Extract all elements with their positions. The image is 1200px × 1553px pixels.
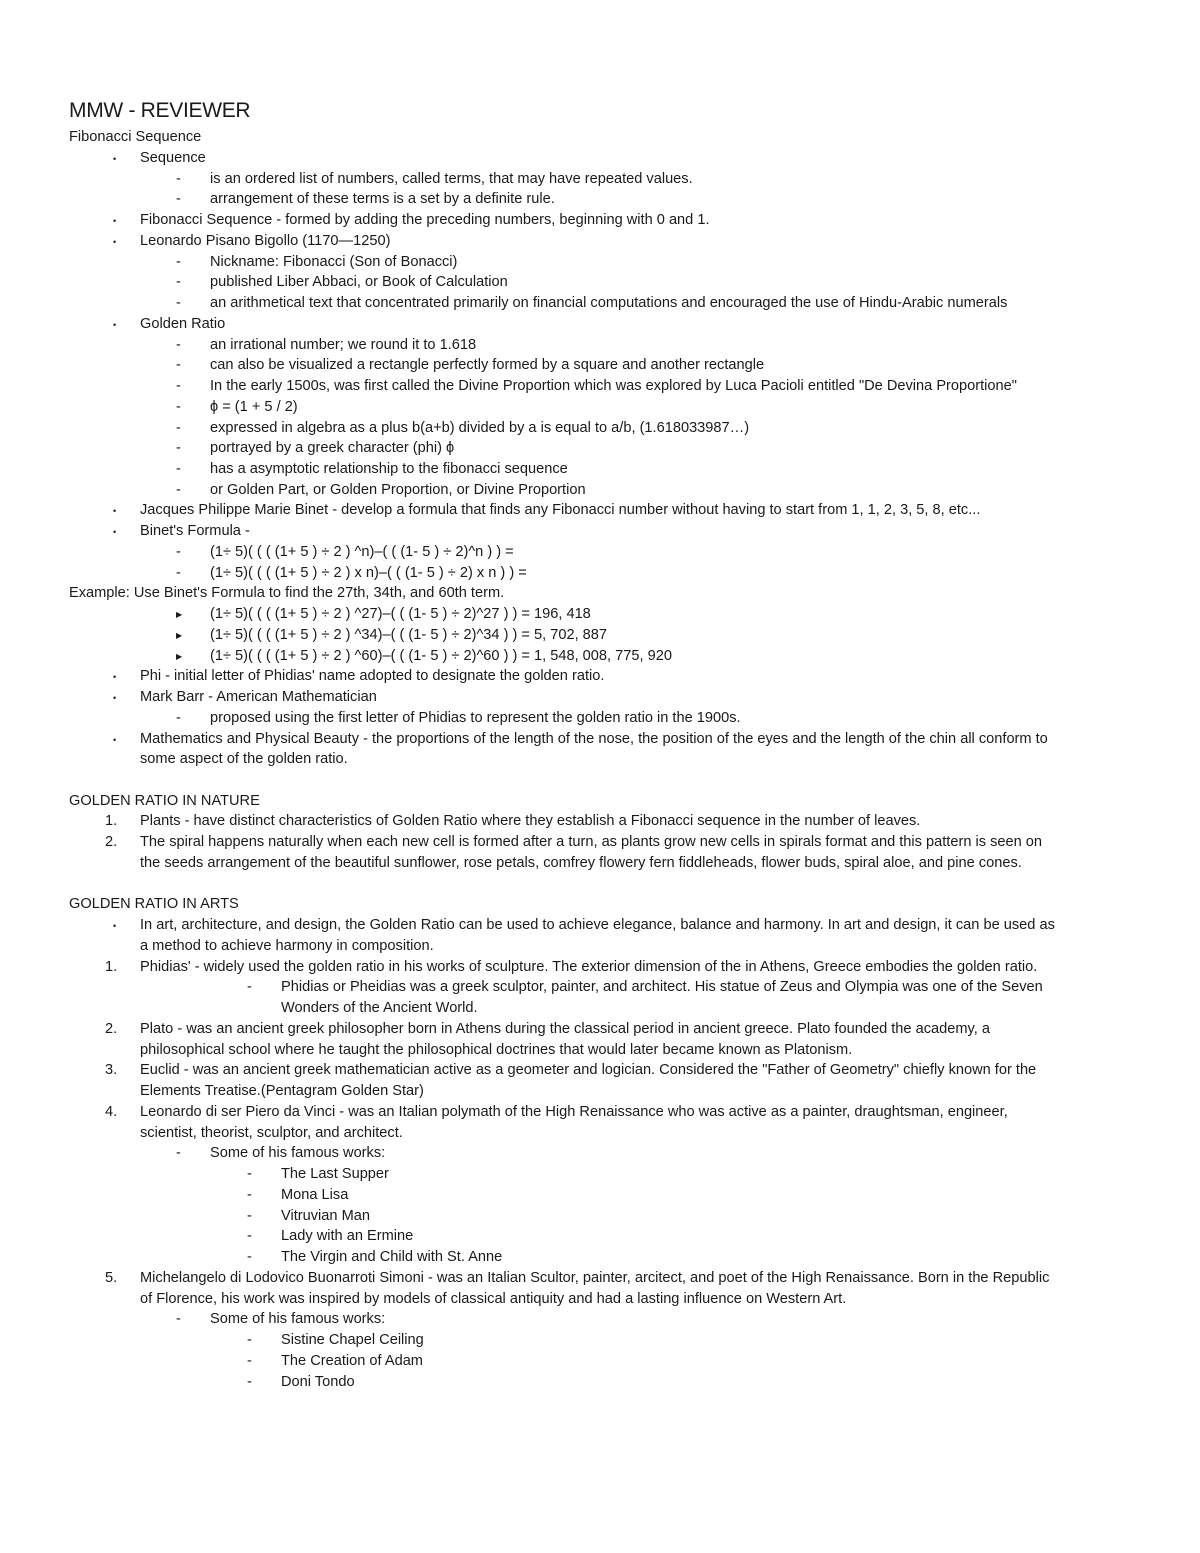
- text-line: The spiral happens naturally when each new cell is formed after a turn, as plants grow new cells in spirals format and this pattern is seen on: [140, 834, 1043, 850]
- dash-marker: -: [176, 420, 181, 436]
- text-line: The Creation of Adam: [281, 1353, 423, 1369]
- text-line: the seeds arrangement of the beautiful sunflower, rose petals, comfrey flowery fern fiddleheads, flower buds, spiral aloe, and pine cones.: [140, 855, 1022, 871]
- text-line: ϕ = (1 + 5 / 2): [210, 399, 298, 415]
- dash-marker: -: [176, 357, 181, 373]
- dash-marker: -: [247, 1187, 252, 1203]
- text-line: In the early 1500s, was first called the Divine Proportion which was explored by Luca Pacioli entitled "De Devina Proportione": [210, 378, 1017, 394]
- arrow-icon: ▶: [176, 610, 183, 619]
- text-line: Euclid - was an ancient greek mathematician active as a geometer and logician. Considered the "Father of Geometry" chiefly known for the: [140, 1062, 1037, 1078]
- dash-marker: -: [176, 399, 181, 415]
- text-line: Leonardo Pisano Bigollo (1170—1250): [140, 233, 391, 249]
- bullet-icon: •: [113, 237, 117, 247]
- bullet-icon: •: [113, 506, 117, 516]
- text-line: Some of his famous works:: [210, 1145, 386, 1161]
- text-line: (1÷ 5)( ( ( (1+ 5 ) ÷ 2 ) ^60)–( ( (1- 5 ) ÷ 2)^60 ) ) = 1, 548, 008, 775, 920: [210, 648, 672, 664]
- text-line: Phi - initial letter of Phidias' name adopted to designate the golden ratio.: [140, 668, 605, 684]
- list-number: 4.: [105, 1104, 118, 1120]
- document-title: MMW - REVIEWER: [69, 99, 251, 122]
- arrow-icon: ▶: [176, 652, 183, 661]
- bullet-icon: •: [113, 320, 117, 330]
- text-line: (1÷ 5)( ( ( (1+ 5 ) ÷ 2 ) ^27)–( ( (1- 5 ) ÷ 2)^27 ) ) = 196, 418: [210, 606, 591, 622]
- list-number: 5.: [105, 1270, 118, 1286]
- text-line: Jacques Philippe Marie Binet - develop a formula that finds any Fibonacci number without having to start from 1, 1, 2, 3, 5, 8, etc...: [140, 502, 981, 518]
- dash-marker: -: [176, 1145, 181, 1161]
- dash-marker: -: [176, 254, 181, 270]
- text-line: has a asymptotic relationship to the fibonacci sequence: [210, 461, 568, 477]
- bullet-icon: •: [113, 216, 117, 226]
- dash-marker: -: [176, 565, 181, 581]
- text-line: Michelangelo di Lodovico Buonarroti Simoni - was an Italian Scultor, painter, arcitect, and poet of the High Renaissance. Born in the Republic: [140, 1270, 1050, 1286]
- text-line: Plants - have distinct characteristics of Golden Ratio where they establish a Fibonacci sequence in the number of leaves.: [140, 813, 921, 829]
- text-line: (1÷ 5)( ( ( (1+ 5 ) ÷ 2 ) ^n)–( ( (1- 5 ) ÷ 2)^n ) ) =: [210, 544, 514, 560]
- text-line: Nickname: Fibonacci (Son of Bonacci): [210, 254, 458, 270]
- text-line: Plato - was an ancient greek philosopher born in Athens during the classical period in ancient greece. Plato founded the academy, a: [140, 1021, 990, 1037]
- text-line: published Liber Abbaci, or Book of Calculation: [210, 274, 508, 290]
- text-line: Sequence: [140, 150, 206, 166]
- text-line: Vitruvian Man: [281, 1208, 370, 1224]
- text-line: Mathematics and Physical Beauty - the proportions of the length of the nose, the position of the eyes and the length of the chin all conform to: [140, 731, 1048, 747]
- text-line: Phidias' - widely used the golden ratio in his works of sculpture. The exterior dimension of the in Athens, Greece embodies the golden ratio.: [140, 959, 1038, 975]
- dash-marker: -: [176, 482, 181, 498]
- text-line: Leonardo di ser Piero da Vinci - was an Italian polymath of the High Renaissance who was active as a painter, draughtsman, engineer,: [140, 1104, 1008, 1120]
- text-line: proposed using the first letter of Phidias to represent the golden ratio in the 1900s.: [210, 710, 741, 726]
- bullet-icon: •: [113, 921, 117, 931]
- text-line: arrangement of these terms is a set by a definite rule.: [210, 191, 555, 207]
- text-line: is an ordered list of numbers, called terms, that may have repeated values.: [210, 171, 693, 187]
- dash-marker: -: [247, 1249, 252, 1265]
- text-line: Fibonacci Sequence - formed by adding the preceding numbers, beginning with 0 and 1.: [140, 212, 710, 228]
- bullet-icon: •: [113, 154, 117, 164]
- dash-marker: -: [176, 710, 181, 726]
- list-number: 2.: [105, 1021, 118, 1037]
- list-number: 2.: [105, 834, 118, 850]
- dash-marker: -: [176, 544, 181, 560]
- text-line: Binet's Formula -: [140, 523, 250, 539]
- text-line: In art, architecture, and design, the Golden Ratio can be used to achieve elegance, balance and harmony. In art and design, it can be used as: [140, 917, 1055, 933]
- text-line: expressed in algebra as a plus b(a+b) divided by a is equal to a/b, (1.618033987…): [210, 420, 750, 436]
- text-line: an arithmetical text that concentrated primarily on financial computations and encouraged the use of Hindu-Arabic numerals: [210, 295, 1008, 311]
- text-line: GOLDEN RATIO IN ARTS: [69, 896, 239, 912]
- text-line: GOLDEN RATIO IN NATURE: [69, 793, 260, 809]
- dash-marker: -: [247, 979, 252, 995]
- text-line: scientist, theorist, sculptor, and architect.: [140, 1125, 403, 1141]
- dash-marker: -: [176, 337, 181, 353]
- text-line: (1÷ 5)( ( ( (1+ 5 ) ÷ 2 ) ^34)–( ( (1- 5 ) ÷ 2)^34 ) ) = 5, 702, 887: [210, 627, 608, 643]
- dash-marker: -: [247, 1228, 252, 1244]
- text-line: or Golden Part, or Golden Proportion, or Divine Proportion: [210, 482, 586, 498]
- dash-marker: -: [176, 440, 181, 456]
- text-line: of Florence, his work was inspired by models of classical antiquity and had a lasting influence on Western Art.: [140, 1291, 847, 1307]
- dash-marker: -: [176, 378, 181, 394]
- text-line: (1÷ 5)( ( ( (1+ 5 ) ÷ 2 ) x n)–( ( (1- 5 ) ÷ 2) x n ) ) =: [210, 565, 527, 581]
- dash-marker: -: [247, 1166, 252, 1182]
- text-line: philosophical school where he taught the philosophical doctrines that would later became known as Platonism.: [140, 1042, 853, 1058]
- text-line: Fibonacci Sequence: [69, 129, 202, 145]
- bullet-icon: •: [113, 527, 117, 537]
- dash-marker: -: [176, 171, 181, 187]
- text-line: Golden Ratio: [140, 316, 226, 332]
- dash-marker: -: [176, 191, 181, 207]
- text-line: a method to achieve harmony in composition.: [140, 938, 434, 954]
- bullet-icon: •: [113, 693, 117, 703]
- text-line: Wonders of the Ancient World.: [281, 1000, 478, 1016]
- text-line: portrayed by a greek character (phi) ϕ: [210, 440, 455, 456]
- text-line: Mark Barr - American Mathematician: [140, 689, 377, 705]
- dash-marker: -: [247, 1208, 252, 1224]
- list-number: 3.: [105, 1062, 118, 1078]
- text-line: Sistine Chapel Ceiling: [281, 1332, 424, 1348]
- text-line: Example: Use Binet's Formula to find the 27th, 34th, and 60th term.: [69, 585, 505, 601]
- dash-marker: -: [247, 1353, 252, 1369]
- list-number: 1.: [105, 959, 118, 975]
- bullet-icon: •: [113, 735, 117, 745]
- text-line: some aspect of the golden ratio.: [140, 751, 348, 767]
- text-line: Lady with an Ermine: [281, 1228, 414, 1244]
- text-line: can also be visualized a rectangle perfectly formed by a square and another rectangle: [210, 357, 765, 373]
- text-line: Phidias or Pheidias was a greek sculptor, painter, and architect. His statue of Zeus and Olympia was one of the Seven: [281, 979, 1043, 995]
- dash-marker: -: [176, 274, 181, 290]
- dash-marker: -: [176, 461, 181, 477]
- text-line: Elements Treatise.(Pentagram Golden Star): [140, 1083, 424, 1099]
- dash-marker: -: [247, 1374, 252, 1390]
- text-line: The Last Supper: [281, 1166, 389, 1182]
- text-line: an irrational number; we round it to 1.618: [210, 337, 477, 353]
- arrow-icon: ▶: [176, 631, 183, 640]
- dash-marker: -: [176, 295, 181, 311]
- dash-marker: -: [247, 1332, 252, 1348]
- text-line: Some of his famous works:: [210, 1311, 386, 1327]
- text-line: The Virgin and Child with St. Anne: [281, 1249, 503, 1265]
- list-number: 1.: [105, 813, 118, 829]
- bullet-icon: •: [113, 672, 117, 682]
- text-line: Doni Tondo: [281, 1374, 355, 1390]
- dash-marker: -: [176, 1311, 181, 1327]
- text-line: Mona Lisa: [281, 1187, 349, 1203]
